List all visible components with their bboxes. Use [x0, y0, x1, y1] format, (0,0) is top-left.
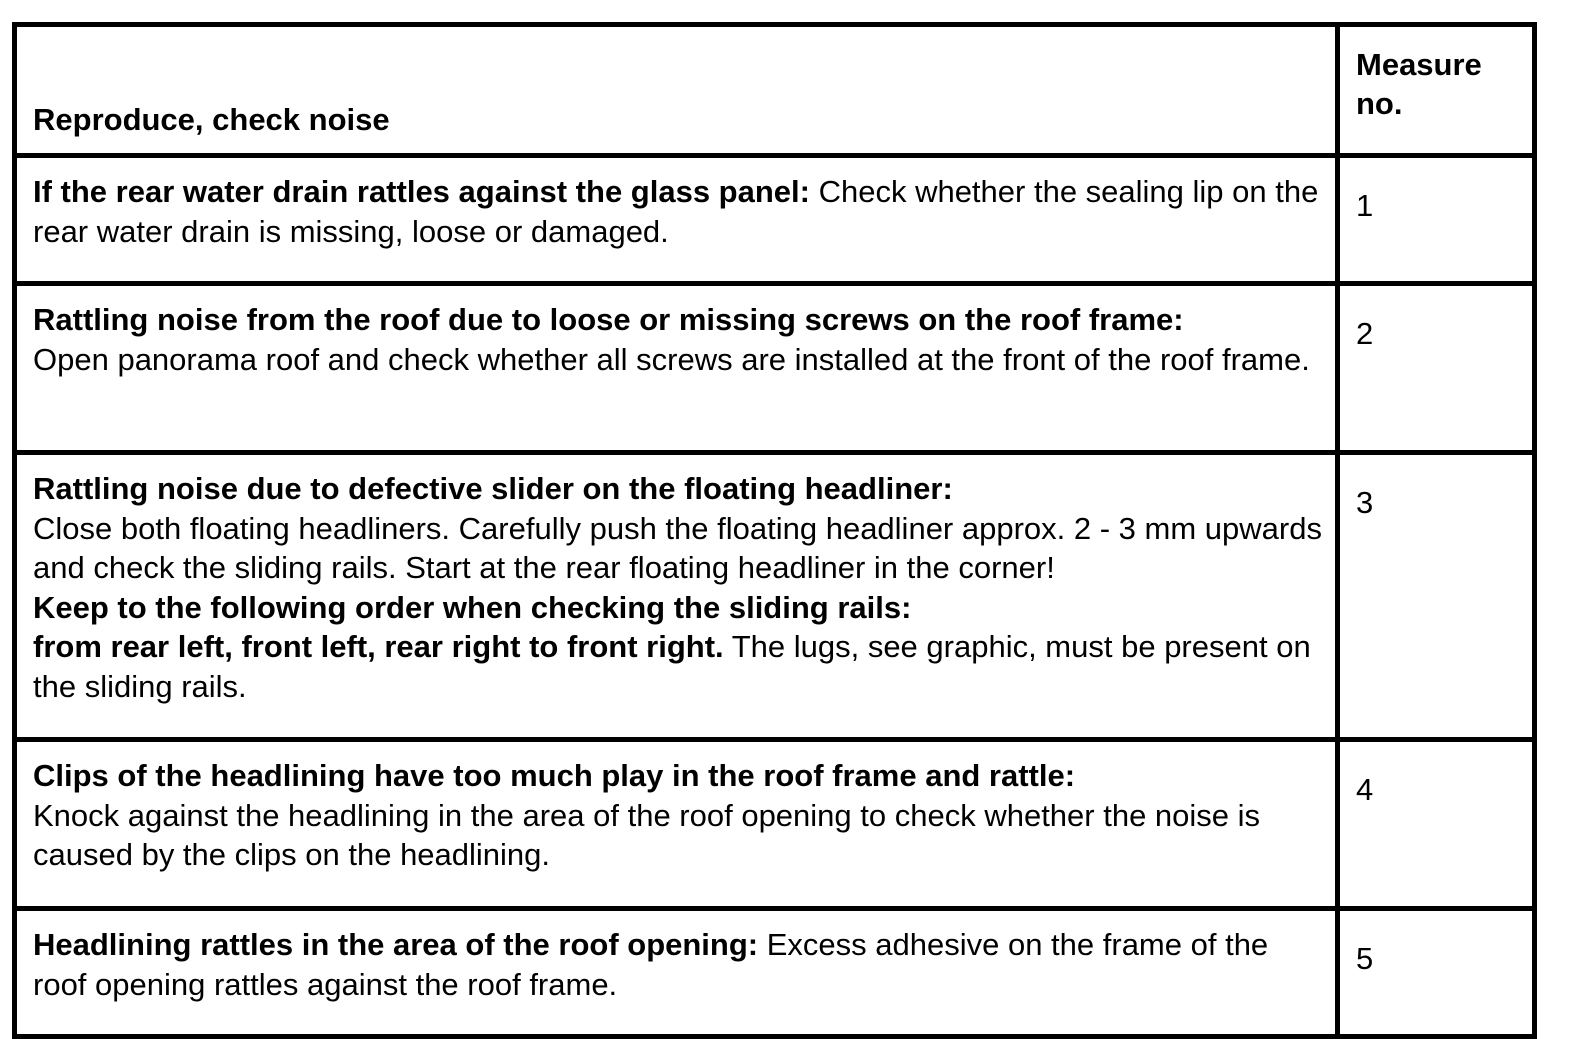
- row-description: [15, 284, 1338, 453]
- measure-number: 2: [1338, 284, 1535, 453]
- table-header-row: [15, 25, 1535, 156]
- row-heading: Clips of the headlining have too much play in the roof frame and rattle:: [33, 758, 1076, 793]
- table-row: [15, 453, 1535, 740]
- measure-number: 4: [1338, 740, 1535, 909]
- measure-number: 3: [1338, 453, 1535, 740]
- row-description: [15, 156, 1338, 284]
- row-description: [15, 740, 1338, 909]
- table-row: [15, 284, 1535, 453]
- header-measure-line1: Measure: [1356, 47, 1482, 82]
- measure-number: 1: [1338, 156, 1535, 284]
- row-text: Knock against the headlining in the area of the roof opening to check whether the noise is caused by the clips on the headlining.: [33, 797, 1261, 872]
- table-row: [15, 156, 1535, 284]
- row-text: The lugs, see graphic, must be present on the sliding rails.: [33, 629, 1311, 704]
- row-heading: Headlining rattles in the area of the roof opening:: [33, 927, 759, 962]
- table-row: [15, 740, 1535, 909]
- table-row: [15, 909, 1535, 1037]
- row-text: Excess adhesive on the frame of the roof opening rattles against the roof frame.: [33, 927, 1269, 1002]
- row-text: Close both floating headliners. Carefully push the floating headliner approx. 2 - 3 mm upwards and check the sliding rails. Start at the rear floating headliner in the corner!: [33, 510, 1322, 585]
- row-description: [15, 909, 1338, 1037]
- noise-check-table: [12, 22, 1537, 1039]
- row-text: Check whether the sealing lip on the rear water drain is missing, loose or damaged.: [33, 174, 1319, 249]
- row-heading: Rattling noise due to defective slider on the floating headliner:: [33, 471, 953, 506]
- header-measure-line2: no.: [1356, 86, 1403, 121]
- header-measure-no: [1338, 25, 1535, 156]
- row-description: [15, 453, 1338, 740]
- row-heading: If the rear water drain rattles against the glass panel:: [33, 174, 810, 209]
- row-text: Open panorama roof and check whether all screws are installed at the front of the roof frame.: [33, 341, 1310, 377]
- measure-number: 5: [1338, 909, 1535, 1037]
- header-description: Reproduce, check noise: [15, 25, 1338, 156]
- row-order-heading: Keep to the following order when checking the sliding rails:: [33, 589, 912, 625]
- row-order-sequence: from rear left, front left, rear right to front right.: [33, 629, 724, 664]
- row-heading: Rattling noise from the roof due to loose or missing screws on the roof frame:: [33, 302, 1184, 337]
